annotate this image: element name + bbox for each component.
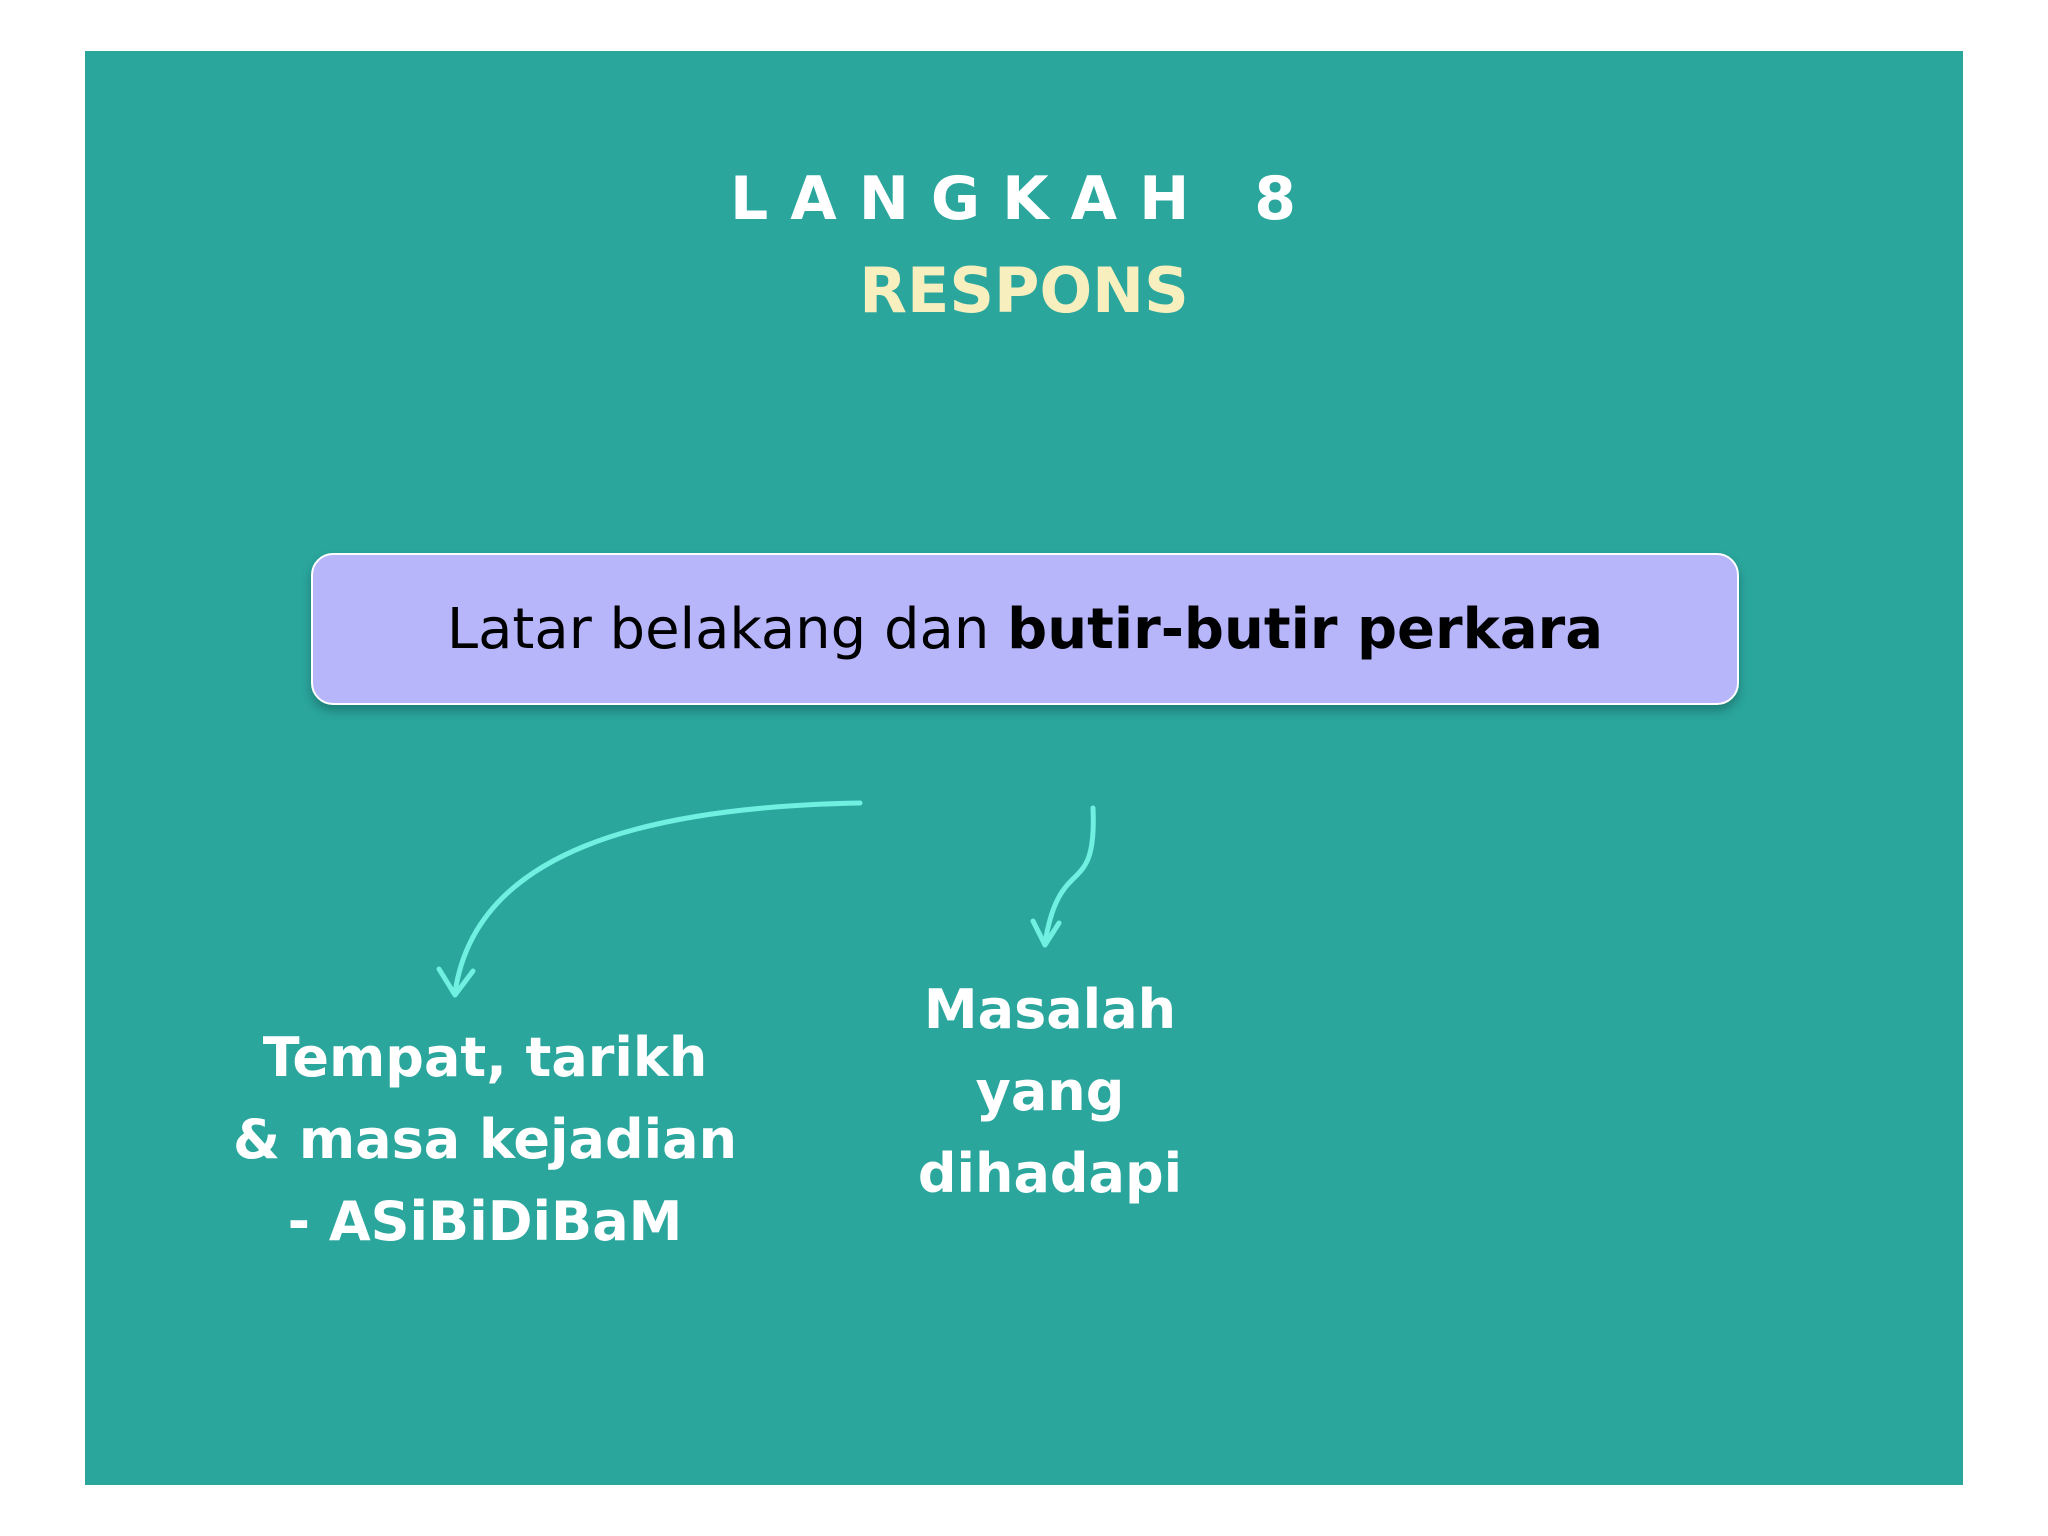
- branch-left: [225, 1017, 745, 1263]
- slide: [85, 51, 1963, 1485]
- topic-text-regular: Latar belakang dan: [446, 596, 1008, 662]
- branch-middle: [885, 969, 1215, 1215]
- curved-arrow-icon: [1033, 808, 1093, 945]
- branch-middle-line: Masalah: [923, 978, 1177, 1041]
- slide-title: LANGKAH 8: [730, 164, 1318, 234]
- slide-subtitle: RESPONS: [859, 254, 1189, 327]
- branch-left-line: - ASiBiDiBaM: [287, 1190, 683, 1253]
- topic-box: [311, 553, 1739, 705]
- branch-middle-line: dihadapi: [917, 1142, 1183, 1205]
- topic-text-bold: butir-butir perkara: [1007, 596, 1604, 662]
- branch-middle-line: yang: [975, 1060, 1125, 1123]
- branch-left-line: & masa kejadian: [232, 1108, 738, 1171]
- curved-arrow-icon: [439, 803, 860, 995]
- branch-left-line: Tempat, tarikh: [262, 1026, 708, 1089]
